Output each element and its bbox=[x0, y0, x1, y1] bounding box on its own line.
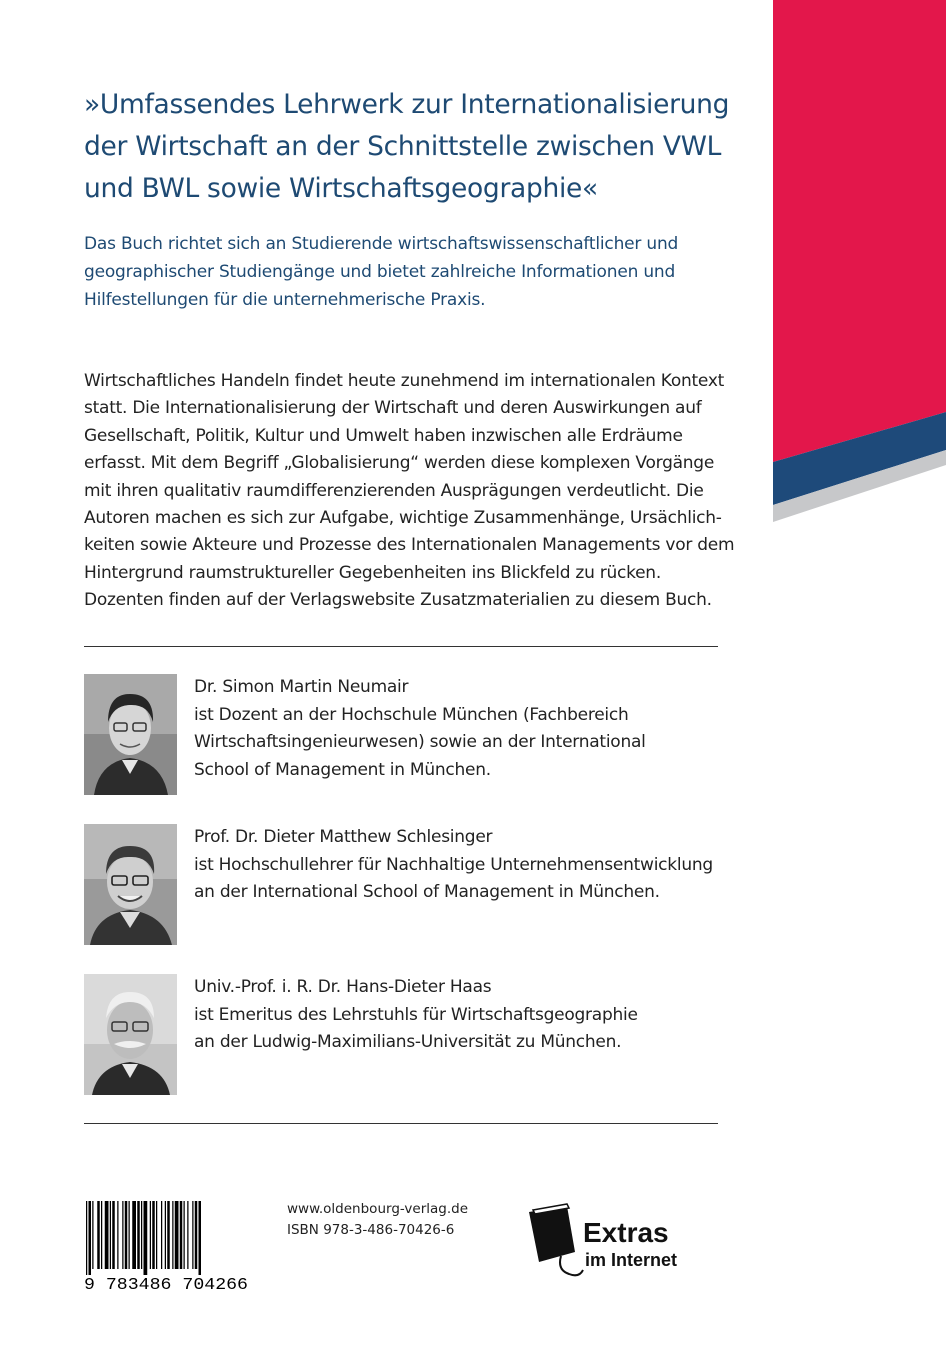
barcode-bar bbox=[199, 1201, 202, 1275]
author-bio-line: ist Dozent an der Hochschule München (Fachbereich bbox=[194, 704, 629, 725]
barcode-bar bbox=[180, 1201, 183, 1269]
barcode-bar bbox=[144, 1201, 148, 1275]
author-photo bbox=[84, 974, 177, 1095]
intro-line: Hilfestellungen für die unternehmerische Praxis. bbox=[84, 290, 486, 310]
extras-im-internet-logo bbox=[527, 1202, 727, 1282]
author-info bbox=[194, 674, 646, 784]
barcode-bar bbox=[117, 1201, 118, 1269]
author-photo bbox=[84, 674, 177, 795]
intro-paragraph bbox=[84, 230, 724, 314]
divider-top bbox=[84, 646, 718, 647]
cover-accent-stripes bbox=[773, 0, 946, 540]
extras-title: Extras bbox=[583, 1217, 669, 1248]
author-bio-line: Wirtschaftsingenieurwesen) sowie an der International bbox=[194, 732, 646, 752]
barcode-bar bbox=[86, 1201, 87, 1275]
barcode-bar bbox=[132, 1201, 136, 1269]
body-line: keiten sowie Akteure und Prozesse des Internationalen Managements vor dem bbox=[84, 535, 735, 556]
body-line: statt. Die Internationalisierung der Wirtschaft und deren Auswirkungen auf bbox=[84, 398, 702, 419]
book-icon bbox=[529, 1204, 583, 1275]
headline-line: der Wirtschaft an der Schnittstelle zwischen VWL bbox=[84, 131, 722, 162]
author-bio-line: an der Ludwig-Maximilians-Universität zu München. bbox=[194, 1032, 622, 1052]
barcode-bar bbox=[175, 1201, 179, 1269]
author-photo bbox=[84, 824, 177, 945]
barcode-bar bbox=[192, 1201, 193, 1269]
author-bio-line: ist Hochschullehrer für Nachhaltige Unternehmensentwicklung bbox=[194, 854, 713, 875]
barcode-bar bbox=[156, 1201, 157, 1269]
author-name: Univ.-Prof. i. R. Dr. Hans-Dieter Haas bbox=[194, 977, 492, 997]
barcode-bar bbox=[92, 1201, 93, 1269]
barcode-bar bbox=[152, 1201, 155, 1269]
barcode-bar bbox=[165, 1201, 166, 1269]
barcode-bar bbox=[112, 1201, 115, 1269]
headline-quote bbox=[84, 84, 744, 210]
barcode-bar bbox=[187, 1201, 188, 1269]
barcode-bar bbox=[141, 1201, 142, 1269]
barcode-bar bbox=[122, 1201, 123, 1269]
barcode-bar bbox=[172, 1201, 173, 1269]
barcode-bar bbox=[161, 1201, 162, 1269]
barcode-bar bbox=[110, 1201, 111, 1269]
accent-red-stripe bbox=[773, 0, 946, 462]
headline-line: und BWL sowie Wirtschaftsgeographie« bbox=[84, 173, 598, 204]
author-bio-line: ist Emeritus des Lehrstuhls für Wirtschaftsgeographie bbox=[194, 1004, 638, 1025]
body-line: Dozenten finden auf der Verlagswebsite Zusatzmaterialien zu diesem Buch. bbox=[84, 590, 712, 611]
barcode-bar bbox=[195, 1201, 198, 1269]
isbn-barcode bbox=[84, 1201, 250, 1291]
publisher-website[interactable]: www.oldenbourg-verlag.de bbox=[287, 1201, 468, 1217]
extras-subtitle: im Internet bbox=[585, 1250, 678, 1270]
author-bio-line: an der International School of Management in München. bbox=[194, 882, 660, 902]
barcode-bar bbox=[125, 1201, 128, 1269]
barcode-bar bbox=[150, 1201, 151, 1269]
barcode-bar bbox=[97, 1201, 100, 1269]
barcode-bar bbox=[89, 1201, 92, 1275]
author-name: Prof. Dr. Dieter Matthew Schlesinger bbox=[194, 827, 493, 847]
isbn-number: ISBN 978-3-486-70426-6 bbox=[287, 1222, 455, 1238]
barcode-bar bbox=[101, 1201, 102, 1269]
body-line: mit ihren qualitativ raumdifferenzierenden Ausprägungen verdeutlicht. Die bbox=[84, 480, 704, 501]
author-info bbox=[194, 974, 638, 1057]
body-line: erfasst. Mit dem Begriff „Globalisierung“ werden diese komplexen Vorgänge bbox=[84, 453, 715, 474]
body-line: Wirtschaftliches Handeln findet heute zunehmend im internationalen Kontext bbox=[84, 371, 725, 391]
author-bio-line: School of Management in München. bbox=[194, 759, 491, 780]
barcode-bar bbox=[129, 1201, 130, 1269]
barcode-digits: 9 783486 704266 bbox=[84, 1275, 248, 1291]
intro-line: Das Buch richtet sich an Studierende wirtschaftswissenschaftlicher und bbox=[84, 234, 679, 254]
barcode-bar bbox=[105, 1201, 109, 1269]
description-paragraph bbox=[84, 368, 744, 615]
publisher-info bbox=[287, 1199, 468, 1241]
barcode-bar bbox=[137, 1201, 140, 1269]
author-info bbox=[194, 824, 713, 907]
intro-line: geographischer Studiengänge und bietet zahlreiche Informationen und bbox=[84, 262, 676, 282]
barcode-bar bbox=[184, 1201, 185, 1269]
author-name: Dr. Simon Martin Neumair bbox=[194, 677, 409, 697]
body-line: Hintergrund raumstruktureller Gegebenheiten ins Blickfeld zu rücken. bbox=[84, 562, 661, 583]
barcode-bar bbox=[167, 1201, 170, 1269]
body-line: Autoren machen es sich zur Aufgabe, wichtige Zusammenhänge, Ursächlich- bbox=[84, 508, 722, 529]
divider-bottom bbox=[84, 1123, 718, 1124]
headline-line: »Umfassendes Lehrwerk zur Internationalisierung bbox=[84, 89, 730, 120]
body-line: Gesellschaft, Politik, Kultur und Umwelt haben inzwischen alle Erdräume bbox=[84, 425, 683, 446]
